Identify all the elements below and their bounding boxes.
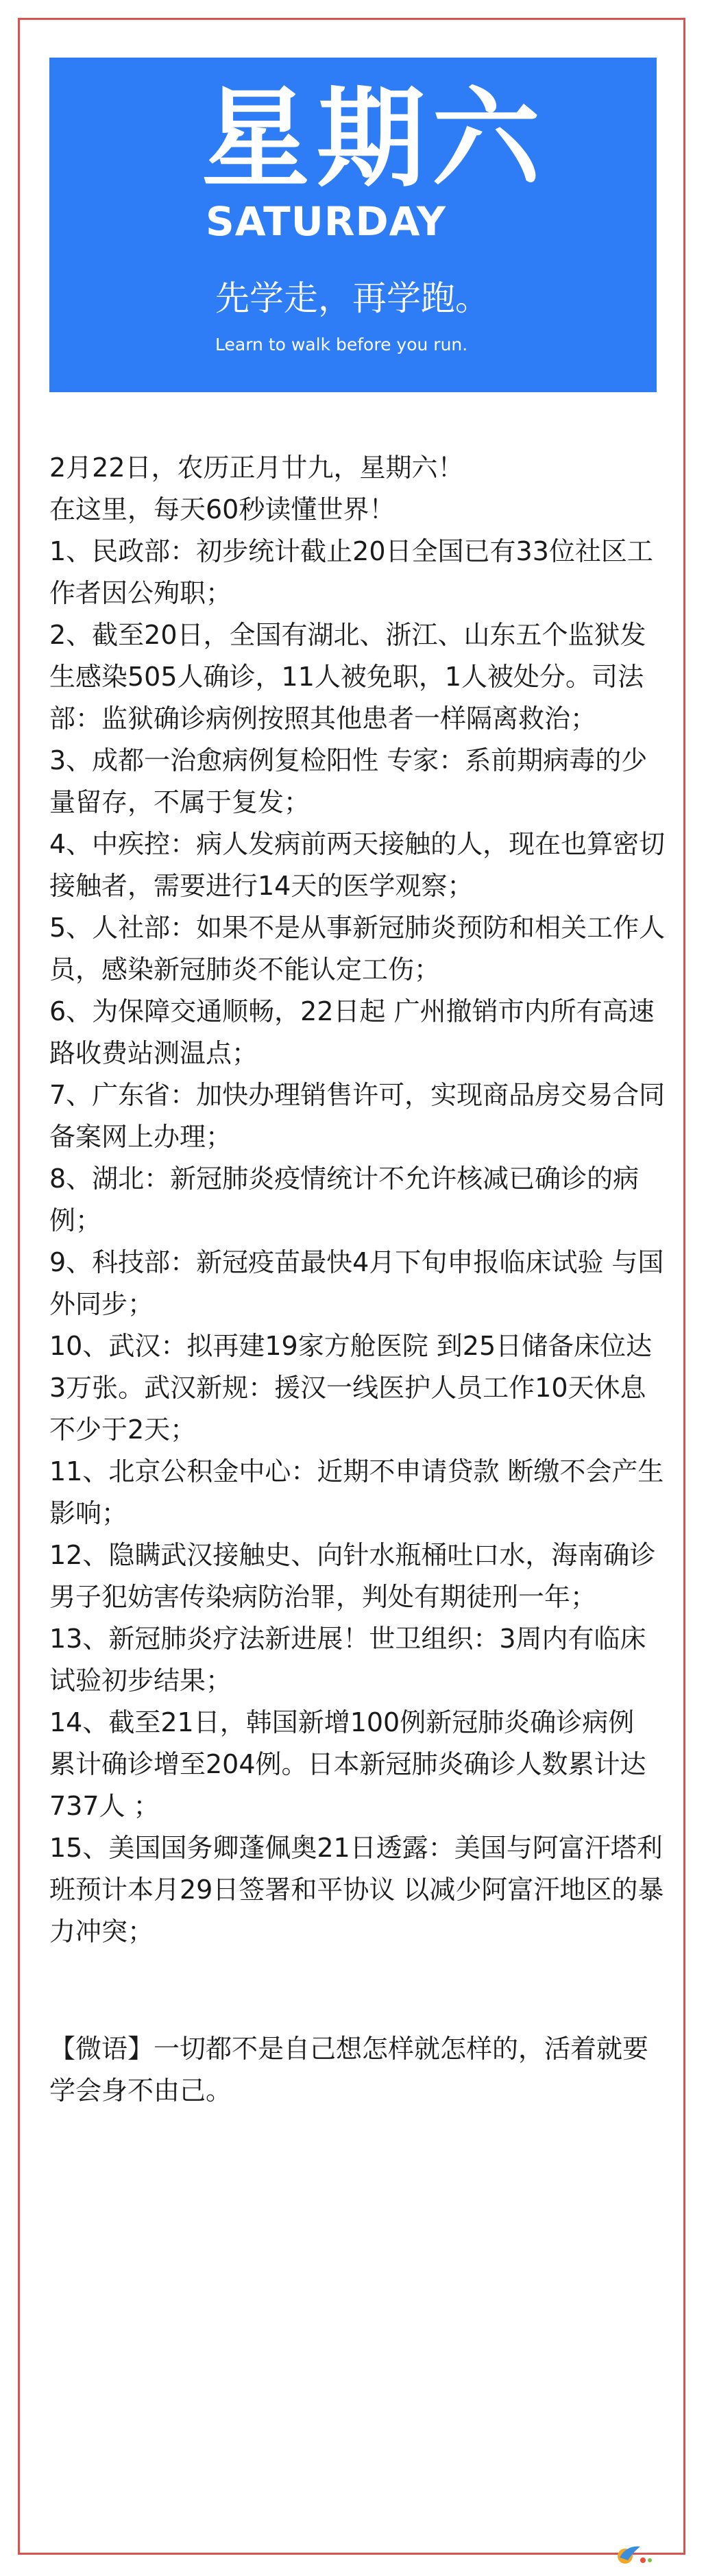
app-logo-icon xyxy=(613,2540,654,2567)
news-item: 14、截至21日，韩国新增100例新冠肺炎确诊病例 累计确诊增至204例。日本新冠肺炎确诊人数累计达737人 ； xyxy=(49,1707,646,1821)
banner-motto: 先学走，再学跑。 xyxy=(215,278,489,318)
news-item: 6、为保障交通顺畅，22日起 广州撤销市内所有高速路收费站测温点； xyxy=(49,996,655,1068)
news-item: 8、湖北：新冠肺炎疫情统计不允许核减已确诊的病例； xyxy=(49,1164,640,1236)
intro-date-line: 2月22日，农历正月廿九，星期六！ xyxy=(49,453,464,483)
banner-day-cn: 星期六 xyxy=(202,76,547,202)
news-item: 10、武汉：拟再建19家方舱医院 到25日储备床位达3万张。武汉新规：援汉一线医护人员工作10天休息不少于2天； xyxy=(49,1331,653,1445)
quote-line: 【微语】一切都不是自己想怎样就怎样的，活着就要学会身不由己。 xyxy=(49,2034,649,2106)
news-item: 7、广东省：加快办理销售许可，实现商品房交易合同备案网上办理； xyxy=(49,1080,666,1152)
news-item: 4、中疾控：病人发病前两天接触的人，现在也算密切接触者，需要进行14天的医学观察； xyxy=(49,829,666,901)
header-banner xyxy=(49,58,657,392)
news-item: 3、成都一治愈病例复检阳性 专家：系前期病毒的少量留存，不属于复发； xyxy=(49,745,648,817)
banner-motto-en: Learn to walk before you run. xyxy=(215,335,468,354)
banner-day-en: SATURDAY xyxy=(206,198,446,245)
intro-tagline: 在这里，每天60秒读懂世界！ xyxy=(49,494,395,525)
news-item: 9、科技部：新冠疫苗最快4月下旬申报临床试验 与国外同步； xyxy=(49,1247,664,1319)
news-item: 13、新冠肺炎疗法新进展！世卫组织：3周内有临床试验初步结果； xyxy=(49,1624,646,1696)
news-item: 2、截至20日，全国有湖北、浙江、山东五个监狱发生感染505人确诊，11人被免职，1人被处分。司法部：监狱确诊病例按照其他患者一样隔离救治； xyxy=(49,620,646,734)
news-item: 15、美国国务卿蓬佩奥21日透露：美国与阿富汗塔利班预计本月29日签署和平协议 以减少阿富汗地区的暴力冲突； xyxy=(49,1833,664,1947)
news-content xyxy=(49,447,666,2112)
news-item: 1、民政部：初步统计截止20日全国已有33位社区工作者因公殉职； xyxy=(49,536,653,608)
news-item: 11、北京公积金中心：近期不申请贷款 断缴不会产生影响； xyxy=(49,1456,664,1528)
news-item: 12、隐瞒武汉接触史、向针水瓶桶吐口水，海南确诊男子犯妨害传染病防治罪，判处有期徒刑一年； xyxy=(49,1540,656,1612)
news-item: 5、人社部：如果不是从事新冠肺炎预防和相关工作人员，感染新冠肺炎不能认定工伤； xyxy=(49,913,666,985)
